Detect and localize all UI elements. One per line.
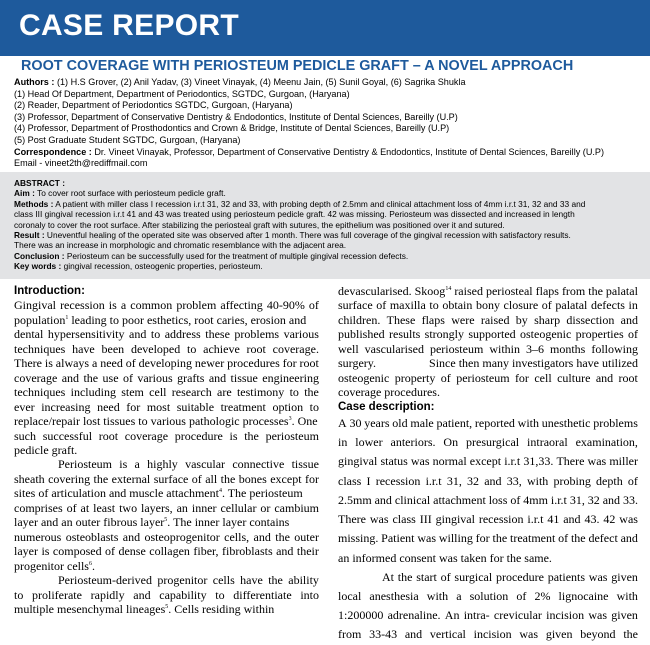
text-line: 1:200000 adrenaline. An intra- crevicular incision was given bbox=[338, 608, 638, 623]
authors-line: Authors : (1) H.S Grover, (2) Anil Yadav, (3) Vineet Vinayak, (4) Meenu Jain, (5) Sunil Goyal, (6) Sagrika Shukla bbox=[14, 77, 466, 87]
abstract-result: Result : Uneventful healing of the operated site was observed after 1 month. There was full coverage of the gingival recession with satisfactory results. bbox=[14, 230, 571, 241]
email-line: Email - vineet2th@rediffmail.com bbox=[14, 158, 148, 169]
text-line: surface of maxilla to obtain bony closure of palatal defects in bbox=[338, 298, 638, 313]
text-line: comprises of at least two layers, an inner cellular or cambium bbox=[14, 500, 319, 515]
text-line: population$^1$ leading to poor esthetics, root caries, erosion and bbox=[14, 312, 307, 327]
text-line: local anesthesia with a solution of 2% lignocaine with bbox=[338, 588, 638, 603]
text-line: Gingival recession is a common problem affecting 40-90% of bbox=[14, 298, 319, 313]
abstract-conclusion: Conclusion : Periosteum can be successfully used for the treatment of multiple gingival recession defects. bbox=[14, 250, 409, 261]
text-line: class I recession i.r.t 31, 32 and 33, with probing depth of bbox=[338, 473, 638, 488]
text-line: There was class III gingival recession i.r.t 41 and 43. 42 was bbox=[338, 512, 638, 527]
text-line: Periosteum is a highly vascular connective tissue bbox=[58, 457, 319, 472]
text-line: At the start of surgical procedure patients was given bbox=[382, 569, 638, 584]
text-line: progenitor cells$^6$. bbox=[14, 558, 95, 573]
section-label: CASE REPORT bbox=[19, 9, 239, 42]
text-line: osteogenic property of periosteum for cell culture and root bbox=[338, 370, 638, 385]
text-line: Periosteum-derived progenitor cells have the ability bbox=[58, 573, 319, 588]
affiliation: (3) Professor, Department of Conservative Dentistry & Endodontics, Institute of Dental Sciences, Bareilly (U.P) bbox=[14, 111, 458, 122]
abstract-box bbox=[0, 172, 650, 279]
affiliation: (1) Head Of Department, Department of Periodontics, SGTDC, Gurgoan, (Haryana) bbox=[14, 88, 350, 99]
text-line: replace/repair lost tissues to various pathologic processes$^3$. One bbox=[14, 414, 318, 429]
correspondence-line: Correspondence : Dr. Vineet Vinayak, Professor, Department of Conservative Dentistry & Endodontics, Institute of Dental Sciences, Bareilly (U.P) bbox=[14, 146, 605, 157]
case-description-heading: Case description: bbox=[338, 400, 435, 413]
abstract-result-line: There was an increase in morphologic and chromatic resemblance with the adjacent area. bbox=[14, 240, 347, 251]
abstract-methods-line: class III gingival recession i.r.t 41 and 43 was treated using periosteum pedicle graft. 42 was missing. Periosteum was dissected and increased in length bbox=[14, 209, 575, 220]
text-line: 2.5mm and clinical attachment loss of 4mm i.r.t 31, 32 and 33. bbox=[338, 492, 638, 507]
text-line: missing. Patient was willing for the treatment of the defect and bbox=[338, 531, 638, 546]
text-line: surgery. Since then many investigators have utilized bbox=[338, 356, 638, 371]
abstract-heading: ABSTRACT : bbox=[14, 178, 65, 188]
text-line: ever increasing need for most suitable treatment option to bbox=[14, 399, 319, 414]
text-line: gingival status was normal except i.r.t 31,33. There was miller bbox=[338, 454, 638, 469]
affiliation: (4) Professor, Department of Prosthodontics and Crown & Bridge, Institute of Dental Sciences, Bareilly (U.P) bbox=[14, 123, 450, 134]
text-line: such successful root coverage procedure is the periosteum bbox=[14, 428, 319, 443]
right-column bbox=[338, 284, 638, 645]
text-line: to proliferate rapidly and capability to differentiate into bbox=[14, 587, 319, 602]
text-line: techniques have been developed to achieve root coverage. bbox=[14, 341, 319, 356]
article-title: ROOT COVERAGE WITH PERIOSTEUM PEDICLE GRAFT – A NOVEL APPROACH bbox=[21, 58, 574, 74]
text-line: sheath covering the external surface of all the bones except for bbox=[14, 471, 319, 486]
text-line: from 33-43 and vertical incision was given beyond the bbox=[338, 627, 638, 642]
text-line: techniques including stem cell research are testimony to the bbox=[14, 385, 319, 400]
text-line: layer and an outer fibrous layer$^5$. The inner layer contains bbox=[14, 515, 290, 530]
text-line: in lower anteriors. On presurgical intraoral examination, bbox=[338, 435, 638, 450]
text-line: dental hypersensitivity and to address these problems various bbox=[14, 327, 319, 342]
text-line: layer is composed of dense collagen fiber, fibroblasts and their bbox=[14, 544, 319, 559]
article-metadata bbox=[14, 77, 644, 170]
text-line: coverage and the use of various grafts and tissue engineering bbox=[14, 370, 319, 385]
text-line: children. These flaps were raised by sharp dissection and bbox=[338, 312, 638, 327]
text-line: coverage procedures. bbox=[338, 385, 440, 400]
text-line: numerous osteoblasts and osteoprogenitor cells, and the outer bbox=[14, 529, 319, 544]
introduction-heading: Introduction: bbox=[14, 285, 85, 297]
text-line: A 30 years old male patient, reported with unesthetic problems bbox=[338, 416, 638, 431]
text-line: devascularised. Skoog$^{14}$ raised periosteal flaps from the palatal bbox=[338, 284, 638, 298]
left-column bbox=[14, 284, 319, 616]
affiliation: (5) Post Graduate Student SGTDC, Gurgoan, (Haryana) bbox=[14, 134, 241, 145]
text-line: an informed consent was taken for the same. bbox=[338, 550, 552, 565]
abstract-methods: Methods : A patient with miller class I recession i.r.t 31, 32 and 33, with probing depth of 2.5mm and clinical attachment loss of 4mm i.r.t 31, 32 and 33 and bbox=[14, 198, 586, 209]
affiliation: (2) Reader, Department of Periodontics SGTDC, Gurgoan, (Haryana) bbox=[14, 100, 293, 111]
text-line: multiple mesenchymal lineages$^5$. Cells residing within bbox=[14, 601, 275, 616]
abstract-methods-line: coronaly to cover the root surface. After stabilizing the periosteal graft with sutures, the epithelium was positioned over it and sutured. bbox=[14, 219, 505, 230]
text-line: There is always a need of developing newer procedures for root bbox=[14, 356, 319, 371]
case-report-banner bbox=[0, 0, 650, 56]
abstract-aim: Aim : To cover root surface with periosteum pedicle graft. bbox=[14, 188, 226, 199]
text-line: pedicle graft. bbox=[14, 442, 78, 457]
text-line: published results strongly supported osteogenic properties of bbox=[338, 327, 638, 342]
text-line: well vascularised periosteum within 3–6 months following bbox=[338, 341, 638, 356]
text-line: sites of articulation and muscle attachment$^4$. The periosteum bbox=[14, 486, 303, 501]
abstract-keywords: Key words : gingival recession, osteogenic properties, periosteum. bbox=[14, 261, 263, 272]
